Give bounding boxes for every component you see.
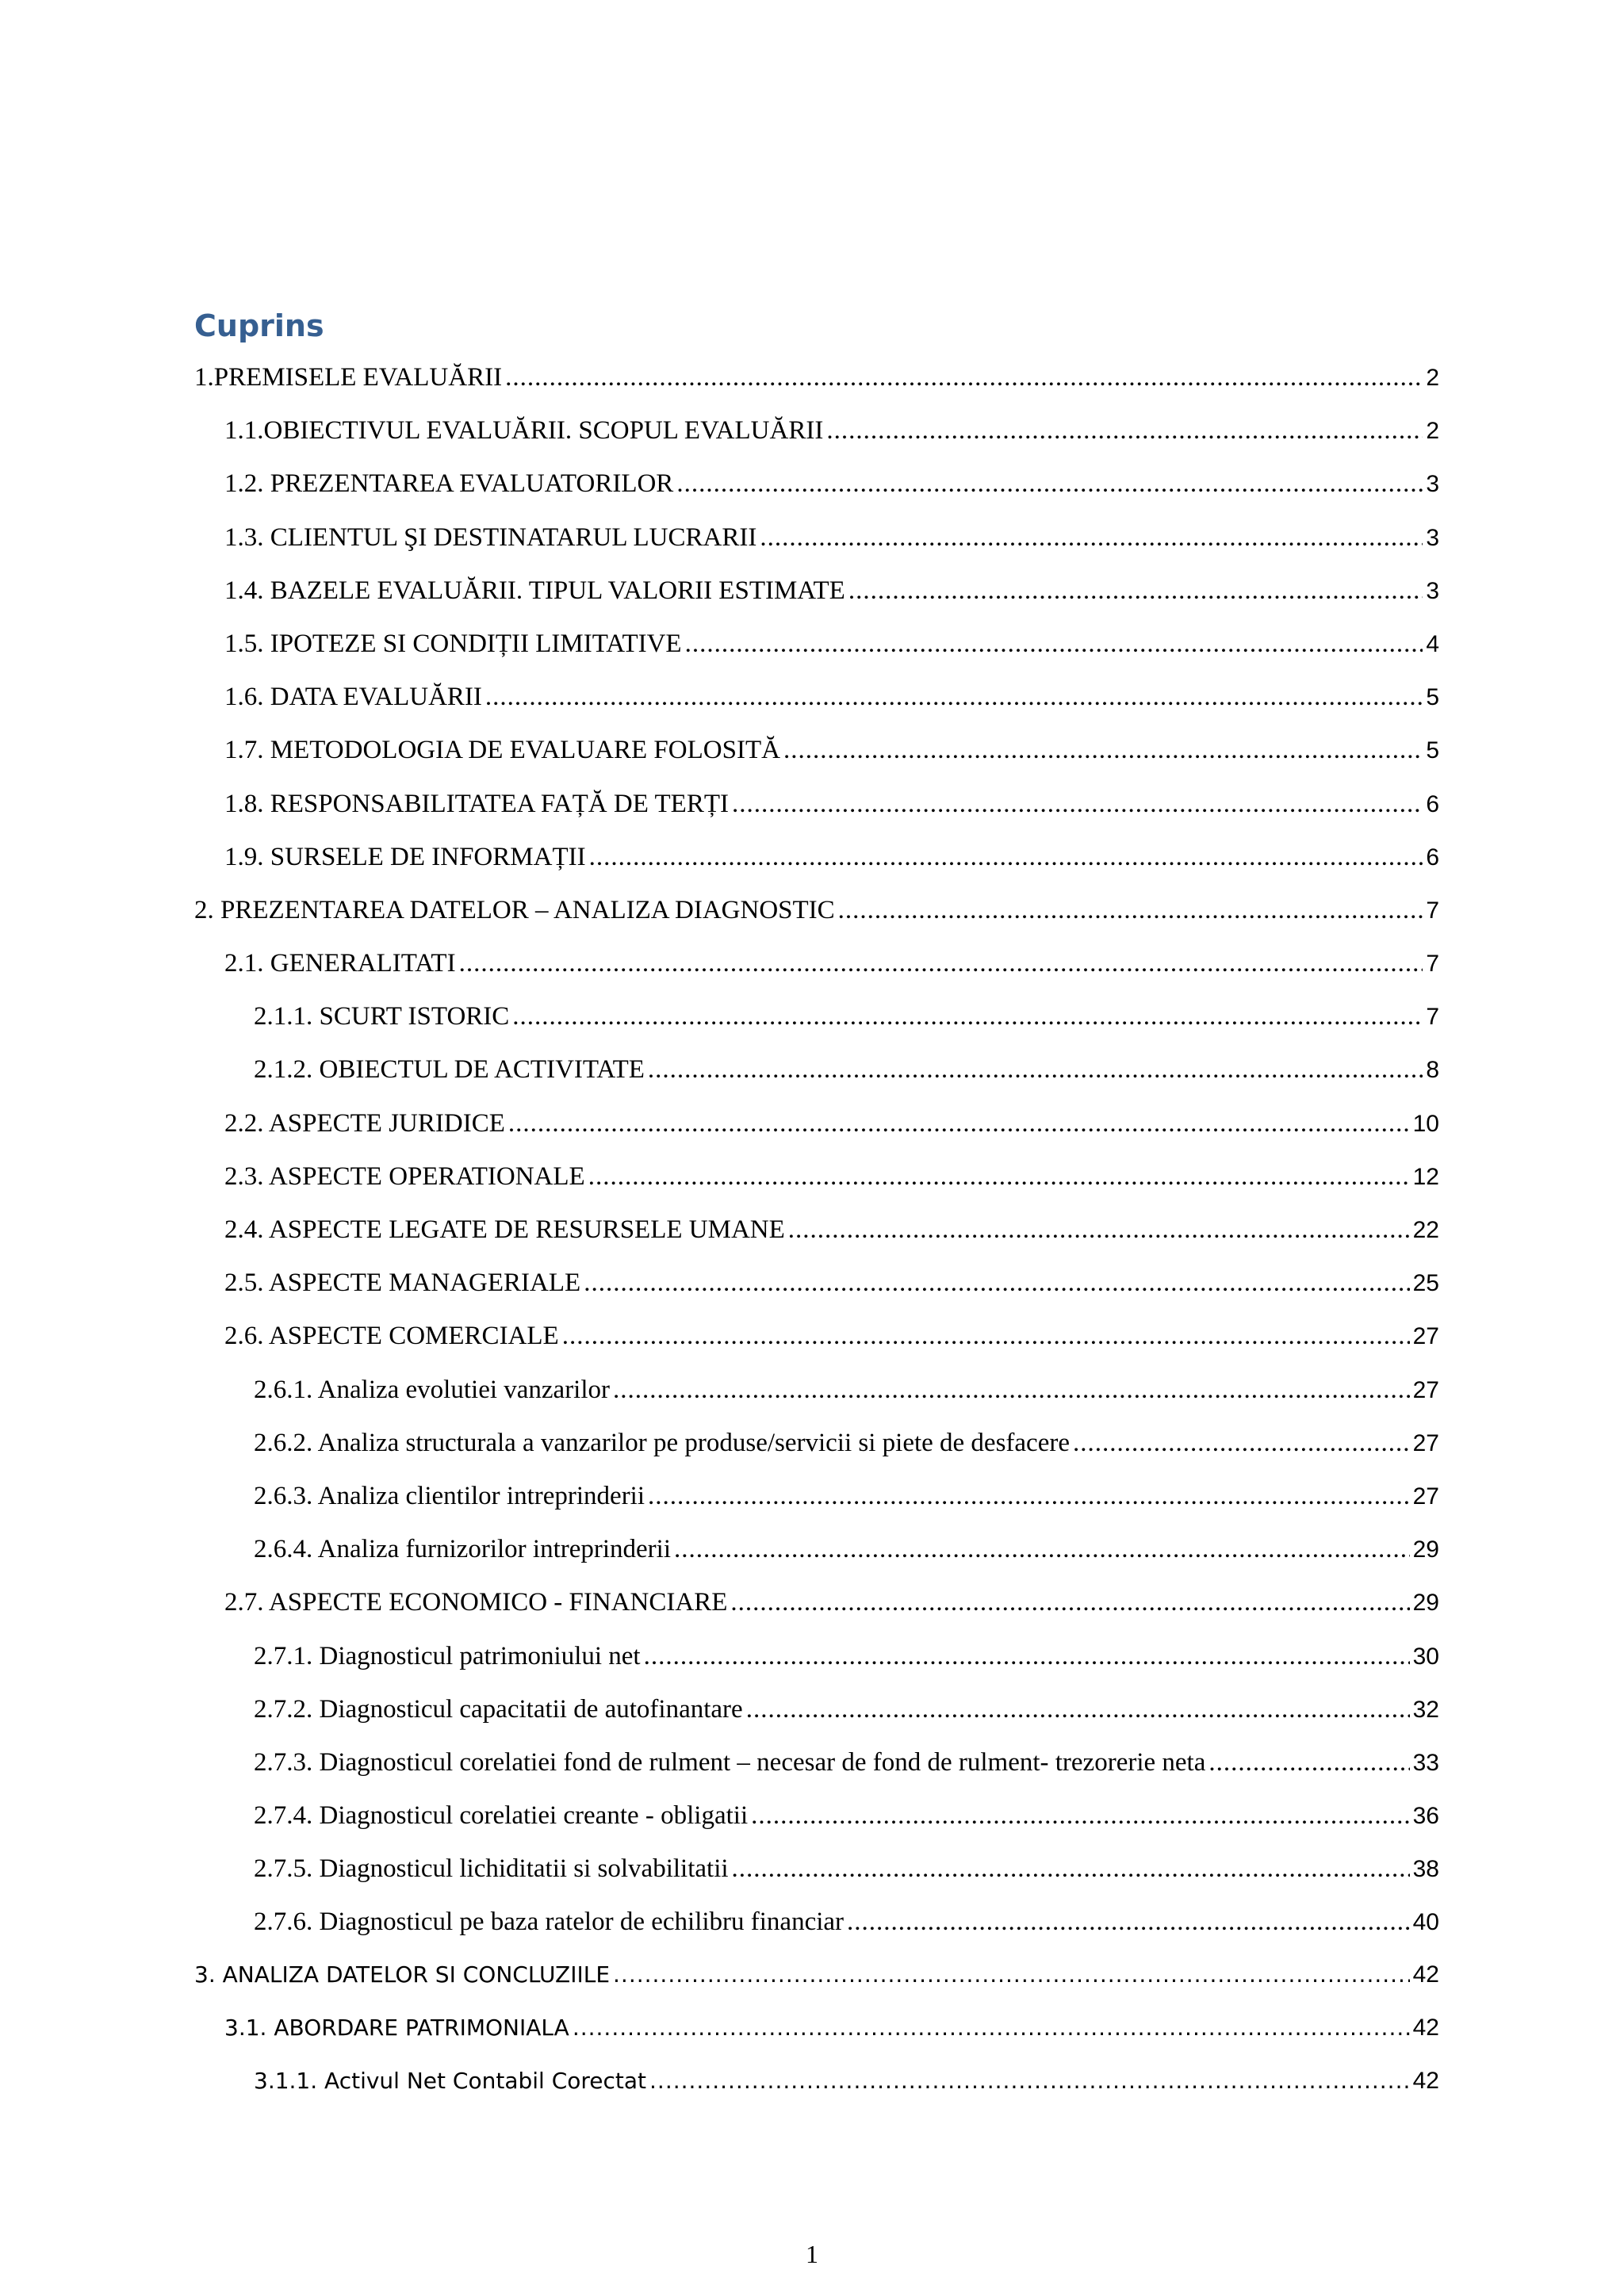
toc-entry-page-number[interactable]: 3: [1426, 577, 1439, 604]
toc-dot-leader: [613, 1376, 1410, 1405]
toc-entry-page-number[interactable]: 10: [1412, 1110, 1439, 1137]
toc-entry-label[interactable]: 1.7. METODOLOGIA DE EVALUARE FOLOSITĂ: [224, 736, 780, 765]
toc-entry[interactable]: [194, 1261, 1439, 1314]
toc-entry-label[interactable]: 2.7.2. Diagnosticul capacitatii de autofinantare: [254, 1694, 743, 1724]
toc-entry-page-number[interactable]: 42: [1412, 2068, 1439, 2094]
toc-entry-label[interactable]: 2.4. ASPECTE LEGATE DE RESURSELE UMANE: [224, 1215, 785, 1244]
toc-entry-label[interactable]: 3. ANALIZA DATELOR SI CONCLUZIILE: [194, 1961, 611, 1988]
toc-entry[interactable]: [194, 1207, 1439, 1261]
toc-dot-leader: [648, 1055, 1423, 1085]
toc-entry-label[interactable]: 2.1. GENERALITATI: [224, 949, 456, 978]
toc-dot-leader: [848, 576, 1423, 606]
toc-entry-page-number[interactable]: 27: [1412, 1483, 1439, 1510]
toc-entry-label[interactable]: 2.7.5. Diagnosticul lichiditatii si solvabilitatii: [254, 1854, 729, 1884]
page-number: 1: [806, 2240, 818, 2268]
toc-dot-leader: [783, 736, 1423, 765]
toc-entry-page-number[interactable]: 2: [1426, 365, 1439, 391]
toc-entry-label[interactable]: 2.3. ASPECTE OPERATIONALE: [224, 1161, 585, 1191]
table-of-contents: [194, 355, 1439, 2113]
toc-entry-page-number[interactable]: 5: [1426, 684, 1439, 711]
toc-dot-leader: [459, 949, 1423, 978]
toc-entry-page-number[interactable]: 8: [1426, 1057, 1439, 1084]
toc-entry[interactable]: [194, 1740, 1439, 1793]
toc-entry[interactable]: [194, 461, 1439, 515]
toc-dot-leader: [674, 1535, 1410, 1564]
toc-dot-leader: [676, 469, 1423, 499]
toc-entry-page-number[interactable]: 7: [1426, 951, 1439, 978]
toc-entry[interactable]: [194, 941, 1439, 994]
toc-entry-label[interactable]: 2.7.1. Diagnosticul patrimoniului net: [254, 1641, 641, 1670]
toc-dot-leader: [562, 1322, 1410, 1351]
toc-entry[interactable]: [194, 1900, 1439, 1953]
toc-entry-page-number[interactable]: 4: [1426, 630, 1439, 657]
toc-entry[interactable]: [194, 1527, 1439, 1580]
toc-entry-page-number[interactable]: 2: [1426, 418, 1439, 445]
toc-entry-label[interactable]: 2.6.1. Analiza evolutiei vanzarilor: [254, 1375, 611, 1404]
toc-dot-leader: [644, 1642, 1410, 1671]
toc-entry[interactable]: [194, 2007, 1439, 2060]
toc-entry[interactable]: [194, 1421, 1439, 1474]
toc-entry-page-number[interactable]: 36: [1412, 1803, 1439, 1830]
toc-dot-leader: [588, 1162, 1410, 1192]
toc-entry-label[interactable]: 2.6. ASPECTE COMERCIALE: [224, 1322, 559, 1351]
toc-dot-leader: [838, 896, 1423, 925]
toc-entry-page-number[interactable]: 7: [1426, 1004, 1439, 1031]
toc-entry-page-number[interactable]: 33: [1412, 1749, 1439, 1776]
toc-entry-label[interactable]: 2.6.4. Analiza furnizorilor intreprinderii: [254, 1535, 672, 1564]
toc-entry-page-number[interactable]: 22: [1412, 1217, 1439, 1243]
toc-entry-label[interactable]: 2. PREZENTAREA DATELOR – ANALIZA DIAGNOSTIC: [194, 895, 835, 924]
toc-entry-page-number[interactable]: 27: [1412, 1376, 1439, 1403]
toc-entry[interactable]: [194, 835, 1439, 888]
toc-entry-page-number[interactable]: 6: [1426, 844, 1439, 871]
toc-dot-leader: [746, 1695, 1410, 1724]
toc-dot-leader: [589, 843, 1423, 872]
toc-entry[interactable]: [194, 1047, 1439, 1100]
toc-entry-label[interactable]: 1.2. PREZENTAREA EVALUATORILOR: [224, 469, 674, 499]
toc-entry-label[interactable]: 2.6.2. Analiza structurala a vanzarilor pe produse/servicii si piete de desfacere: [254, 1428, 1070, 1457]
toc-entry[interactable]: [194, 408, 1439, 461]
toc-dot-leader: [788, 1215, 1410, 1245]
toc-entry-label[interactable]: 2.7.6. Diagnosticul pe baza ratelor de echilibru financiar: [254, 1908, 845, 1937]
toc-entry-page-number[interactable]: 32: [1412, 1696, 1439, 1723]
toc-entry-page-number[interactable]: 27: [1412, 1429, 1439, 1456]
toc-entry-label[interactable]: 1.6. DATA EVALUĂRII: [224, 683, 482, 712]
toc-dot-leader: [649, 2068, 1410, 2094]
toc-dot-leader: [485, 683, 1423, 712]
toc-entry-page-number[interactable]: 29: [1412, 1590, 1439, 1617]
toc-entry[interactable]: [194, 1687, 1439, 1740]
toc-dot-leader: [573, 2015, 1410, 2041]
toc-dot-leader: [648, 1482, 1410, 1511]
toc-entry-page-number[interactable]: 29: [1412, 1536, 1439, 1563]
toc-entry[interactable]: [194, 782, 1439, 835]
toc-dot-leader: [685, 629, 1423, 659]
toc-dot-leader: [732, 790, 1423, 819]
toc-entry-label[interactable]: 1.8. RESPONSABILITATEA FAȚĂ DE TERȚI: [224, 789, 729, 818]
toc-entry-label[interactable]: 2.1.1. SCURT ISTORIC: [254, 1002, 510, 1031]
toc-entry[interactable]: [194, 622, 1439, 675]
toc-entry-label[interactable]: 2.7.3. Diagnosticul corelatiei fond de rulment – necesar de fond de rulment- trezorerie neta: [254, 1747, 1206, 1777]
toc-entry-page-number[interactable]: 3: [1426, 471, 1439, 498]
toc-entry-page-number[interactable]: 6: [1426, 790, 1439, 817]
toc-entry-label[interactable]: 2.6.3. Analiza clientilor intreprinderii: [254, 1481, 645, 1510]
toc-entry-page-number[interactable]: 27: [1412, 1323, 1439, 1350]
toc-dot-leader: [826, 416, 1423, 446]
toc-entry-label[interactable]: 1.4. BAZELE EVALUĂRII. TIPUL VALORII ESTIMATE: [224, 576, 845, 605]
toc-entry-page-number[interactable]: 38: [1412, 1856, 1439, 1883]
toc-dot-leader: [1208, 1748, 1409, 1777]
toc-entry-page-number[interactable]: 3: [1426, 524, 1439, 551]
toc-dot-leader: [760, 523, 1423, 553]
toc-dot-leader: [613, 1961, 1410, 1988]
toc-entry[interactable]: [194, 568, 1439, 622]
toc-entry-label[interactable]: 2.7. ASPECTE ECONOMICO - FINANCIARE: [224, 1588, 728, 1617]
toc-entry-label[interactable]: 3.1.1. Activul Net Contabil Corectat: [254, 2068, 647, 2094]
toc-dot-leader: [1073, 1429, 1410, 1458]
toc-entry-page-number[interactable]: 42: [1412, 2014, 1439, 2041]
toc-entry-label[interactable]: 2.2. ASPECTE JURIDICE: [224, 1108, 505, 1138]
toc-dot-leader: [751, 1801, 1410, 1831]
toc-entry-page-number[interactable]: 5: [1426, 737, 1439, 764]
toc-entry[interactable]: [194, 2060, 1439, 2113]
toc-entry[interactable]: [194, 994, 1439, 1047]
toc-title: Cuprins: [194, 308, 324, 343]
toc-entry-label[interactable]: 1.9. SURSELE DE INFORMAȚII: [224, 842, 586, 871]
toc-entry[interactable]: [194, 728, 1439, 781]
toc-entry[interactable]: [194, 515, 1439, 568]
toc-entry-label[interactable]: 1.3. CLIENTUL ŞI DESTINATARUL LUCRARII: [224, 522, 757, 552]
toc-entry-page-number[interactable]: 12: [1412, 1163, 1439, 1190]
toc-dot-leader: [847, 1908, 1410, 1937]
toc-dot-leader: [584, 1269, 1409, 1298]
toc-entry-page-number[interactable]: 42: [1412, 1961, 1439, 1988]
toc-entry-page-number[interactable]: 25: [1412, 1270, 1439, 1297]
toc-dot-leader: [730, 1588, 1409, 1617]
toc-entry[interactable]: [194, 1154, 1439, 1207]
toc-entry-label[interactable]: 2.7.4. Diagnosticul corelatiei creante - obligatii: [254, 1801, 749, 1831]
toc-entry[interactable]: [194, 1846, 1439, 1900]
toc-entry-label[interactable]: 1.1.OBIECTIVUL EVALUĂRII. SCOPUL EVALUĂRII: [224, 416, 824, 446]
toc-entry[interactable]: [194, 1314, 1439, 1367]
toc-entry[interactable]: [194, 1634, 1439, 1687]
toc-entry-label[interactable]: 1.5. IPOTEZE SI CONDIȚII LIMITATIVE: [224, 629, 682, 658]
toc-entry-page-number[interactable]: 7: [1426, 897, 1439, 924]
toc-entry-label[interactable]: 1.PREMISELE EVALUĂRII: [194, 363, 503, 392]
toc-entry-label[interactable]: 2.1.2. OBIECTUL DE ACTIVITATE: [254, 1055, 645, 1085]
toc-entry[interactable]: [194, 1368, 1439, 1421]
toc-entry-page-number[interactable]: 30: [1412, 1643, 1439, 1670]
toc-entry[interactable]: [194, 1580, 1439, 1633]
toc-entry[interactable]: [194, 1954, 1439, 2007]
toc-entry-label[interactable]: 2.5. ASPECTE MANAGERIALE: [224, 1269, 581, 1298]
toc-dot-leader: [508, 1109, 1410, 1138]
toc-entry[interactable]: [194, 1101, 1439, 1154]
toc-entry[interactable]: [194, 355, 1439, 408]
toc-entry-label[interactable]: 3.1. ABORDARE PATRIMONIALA: [224, 2014, 569, 2041]
toc-entry[interactable]: [194, 888, 1439, 941]
toc-dot-leader: [512, 1002, 1423, 1031]
toc-entry[interactable]: [194, 1793, 1439, 1846]
toc-entry[interactable]: [194, 1474, 1439, 1527]
toc-dot-leader: [505, 363, 1423, 392]
toc-dot-leader: [732, 1854, 1410, 1884]
toc-entry[interactable]: [194, 675, 1439, 728]
toc-entry-page-number[interactable]: 40: [1412, 1909, 1439, 1936]
